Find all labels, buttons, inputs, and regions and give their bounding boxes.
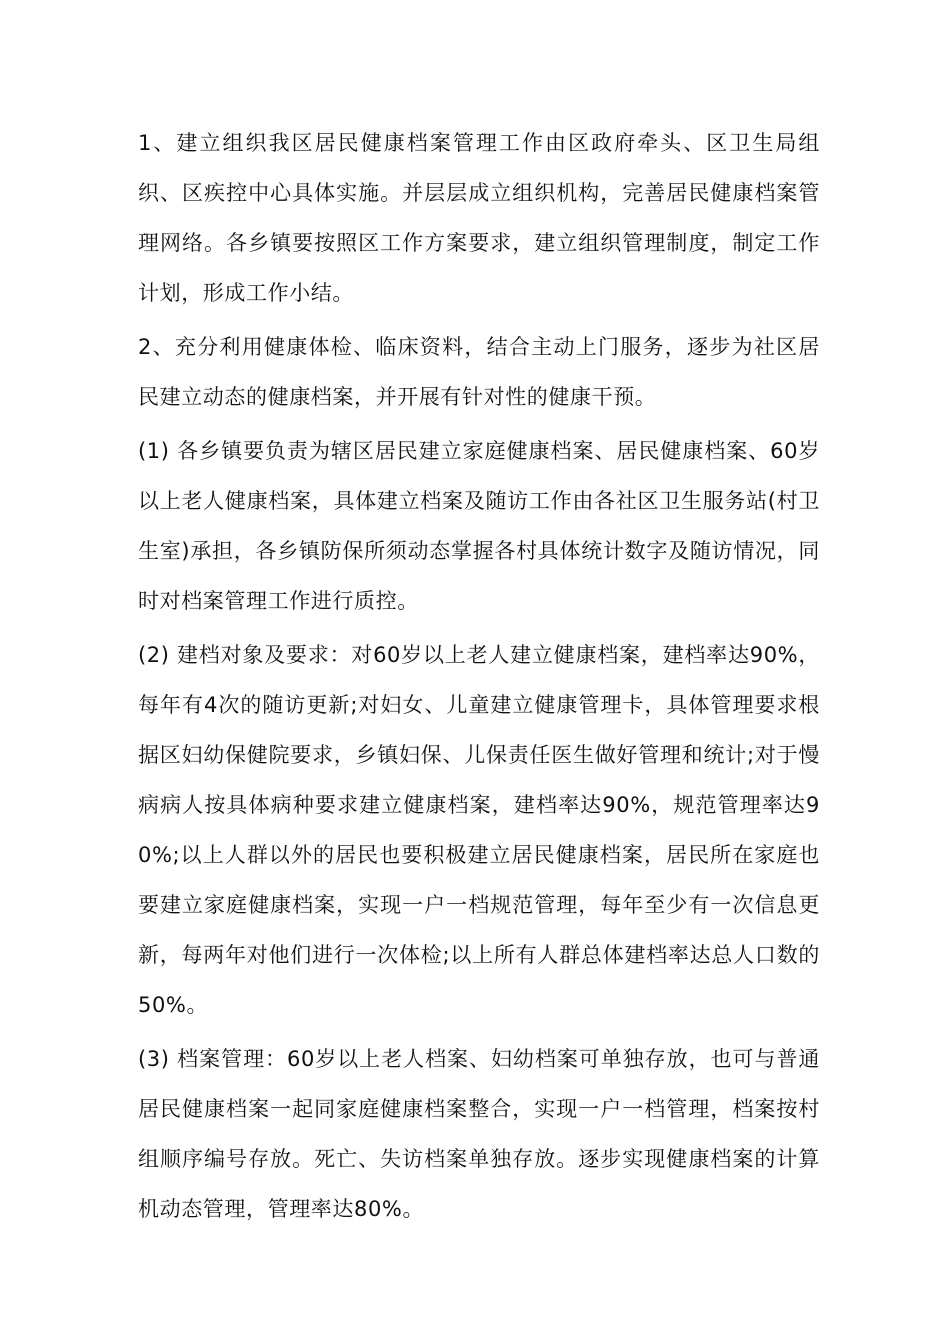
paragraph-item-1-township-duties: (1) 各乡镇要负责为辖区居民建立家庭健康档案、居民健康档案、60岁以上老人健康档案，具体建立档案及随访工作由各社区卫生服务站(村卫生室)承担，各乡镇防保所须动态掌握各村具体统计数字及随访情况，同时对档案管理工作进行质控。 [138, 439, 820, 613]
paragraph-item-3-archive-management: (3) 档案管理：60岁以上老人档案、妇幼档案可单独存放，也可与普通居民健康档案一起同家庭健康档案整合，实现一户一档管理，档案按村组顺序编号存放。死亡、失访档案单独存放。逐步实现健康档案的计算机动态管理，管理率达80%。 [138, 1047, 820, 1221]
paragraph-2-health-records: 2、充分利用健康体检、临床资料，结合主动上门服务，逐步为社区居民建立动态的健康档案，并开展有针对性的健康干预。 [138, 335, 820, 409]
paragraph-item-2-targets-requirements: (2) 建档对象及要求：对60岁以上老人建立健康档案，建档率达90%，每年有4次的随访更新;对妇女、儿童建立健康管理卡，具体管理要求根据区妇幼保健院要求，乡镇妇保、儿保责任医生做好管理和统计;对于慢病病人按具体病种要求建立健康档案，建档率达90%，规范管理率达90%;以上人群以外的居民也要积极建立居民健康档案，居民所在家庭也要建立家庭健康档案，实现一户一档规范管理，每年至少有一次信息更新，每两年对他们进行一次体检;以上所有人群总体建档率达总人口数的50%。 [138, 643, 820, 1017]
paragraph-1-organization: 1、建立组织我区居民健康档案管理工作由区政府牵头、区卫生局组织、区疾控中心具体实施。并层层成立组织机构，完善居民健康档案管理网络。各乡镇要按照区工作方案要求，建立组织管理制度，制定工作计划，形成工作小结。 [138, 131, 820, 305]
document-body [138, 118, 820, 1234]
